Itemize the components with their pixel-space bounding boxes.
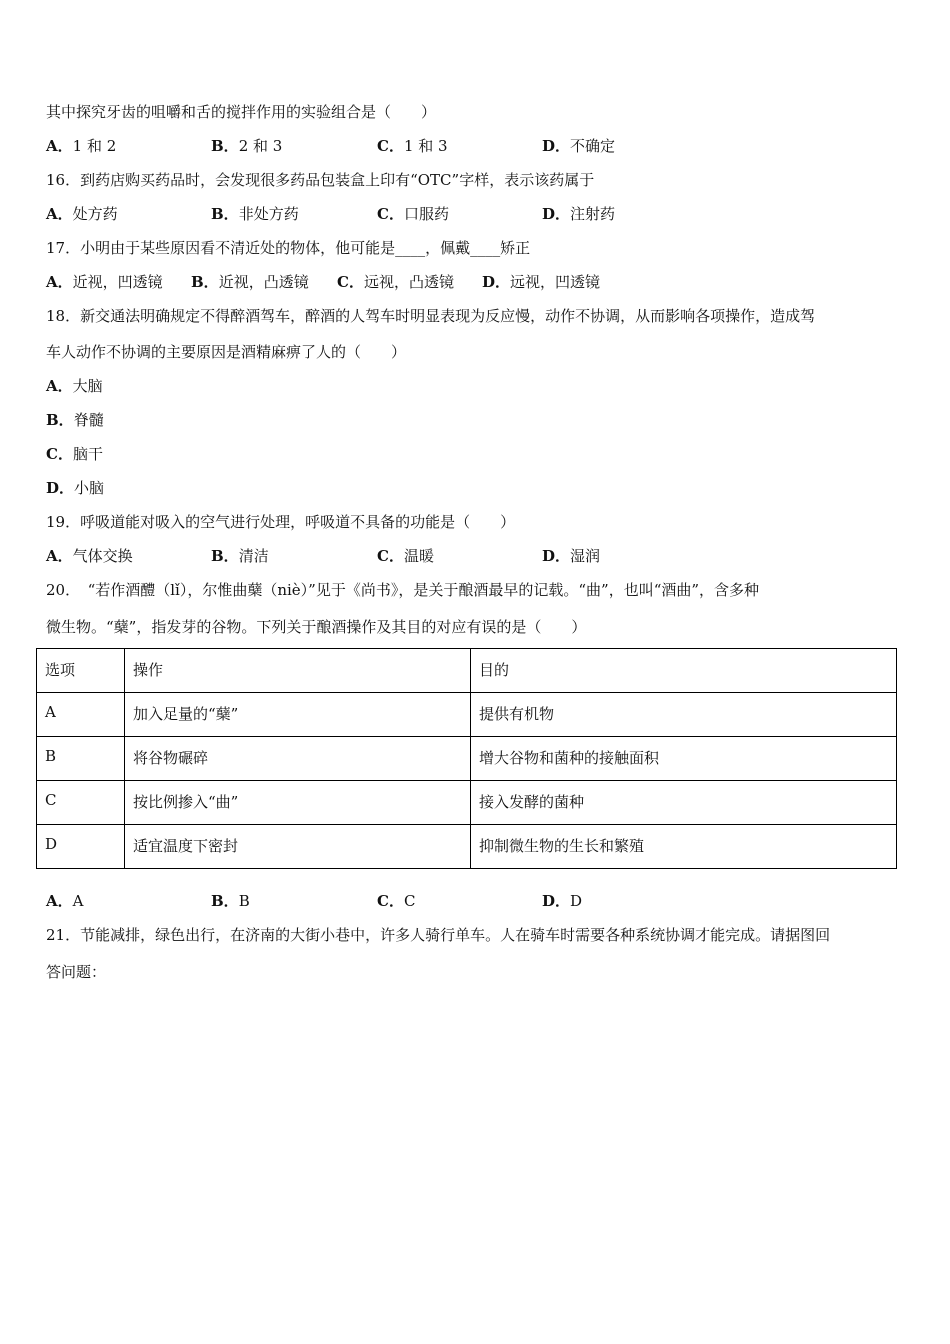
q19-stem: 19．呼吸道能对吸入的空气进行处理，呼吸道不具备的功能是（ ）: [46, 513, 516, 531]
q21-stem-line-2: 答问题：: [46, 963, 107, 981]
q18-stem-line-1: 18．新交通法明确规定不得醉酒驾车，醉酒的人驾车时明显表现为反应慢，动作不协调，从而影响各项操作，造成驾: [46, 307, 816, 325]
q20-option-c: C．C: [377, 892, 416, 910]
table-row: [37, 693, 897, 737]
q17-option-d: D．远视，凹透镜: [482, 273, 601, 291]
table-header-cell: 选项: [37, 649, 125, 693]
q17-option-a: A．近视，凹透镜: [46, 273, 163, 291]
q19-option-d: D．湿润: [542, 547, 601, 565]
table-cell: 将谷物碾碎: [125, 737, 471, 781]
q16-stem: 16．到药店购买药品时，会发现很多药品包装盒上印有“OTC”字样，表示该药属于: [46, 171, 595, 189]
q20-table: [36, 648, 897, 869]
q19-option-c: C．温暖: [377, 547, 434, 565]
table-cell: 接入发酵的菌种: [471, 781, 897, 825]
table-row: [37, 737, 897, 781]
table-cell: D: [37, 825, 125, 869]
q19-option-a: A．气体交换: [46, 547, 133, 565]
q20-stem-line-2: 微生物。“蘖”，指发芽的谷物。下列关于酿酒操作及其目的对应有误的是（ ）: [46, 618, 587, 636]
q20-stem-line-1: 20． “若作酒醴（lǐ），尔惟曲蘖（niè）”见于《尚书》，是关于酿酒最早的记载。“曲”，也叫“酒曲”，含多种: [46, 581, 760, 599]
q16-option-c: C．口服药: [377, 205, 449, 223]
q20-option-d: D．D: [542, 892, 583, 910]
q18-option-c: C．脑干: [46, 445, 103, 463]
q17-option-c: C．远视，凸透镜: [337, 273, 454, 291]
table-cell: 加入足量的“蘖”: [125, 693, 471, 737]
q18-option-b: B．脊髓: [46, 411, 104, 429]
table-cell: C: [37, 781, 125, 825]
q15-option-a: A．1 和 2: [46, 137, 117, 155]
q15-stem-tail: 其中探究牙齿的咀嚼和舌的搅拌作用的实验组合是（ ）: [46, 103, 437, 121]
q15-option-c: C．1 和 3: [377, 137, 448, 155]
q20-option-b: B．B: [211, 892, 250, 910]
q17-option-b: B．近视，凸透镜: [191, 273, 309, 291]
q19-option-b: B．清洁: [211, 547, 269, 565]
table-header-cell: 目的: [471, 649, 897, 693]
table-row: [37, 781, 897, 825]
table-cell: 适宜温度下密封: [125, 825, 471, 869]
table-cell: A: [37, 693, 125, 737]
table-cell: 增大谷物和菌种的接触面积: [471, 737, 897, 781]
table-header-row: [37, 649, 897, 693]
q16-option-d: D．注射药: [542, 205, 616, 223]
q17-stem: 17．小明由于某些原因看不清近处的物体，他可能是____，佩戴____矫正: [46, 239, 531, 257]
q16-option-a: A．处方药: [46, 205, 118, 223]
q16-option-b: B．非处方药: [211, 205, 299, 223]
q20-option-a: A．A: [46, 892, 84, 910]
q21-stem-line-1: 21．节能减排，绿色出行，在济南的大街小巷中，许多人骑行单车。人在骑车时需要各种系统协调才能完成。请据图回: [46, 926, 831, 944]
table-cell: B: [37, 737, 125, 781]
table-row: [37, 825, 897, 869]
q18-option-a: A．大脑: [46, 377, 103, 395]
table-header-cell: 操作: [125, 649, 471, 693]
q18-stem-line-2: 车人动作不协调的主要原因是酒精麻痹了人的（ ）: [46, 343, 407, 361]
table-cell: 按比例掺入“曲”: [125, 781, 471, 825]
table-cell: 抑制微生物的生长和繁殖: [471, 825, 897, 869]
q18-option-d: D．小脑: [46, 479, 105, 497]
q15-option-d: D．不确定: [542, 137, 616, 155]
table-cell: 提供有机物: [471, 693, 897, 737]
q15-option-b: B．2 和 3: [211, 137, 283, 155]
